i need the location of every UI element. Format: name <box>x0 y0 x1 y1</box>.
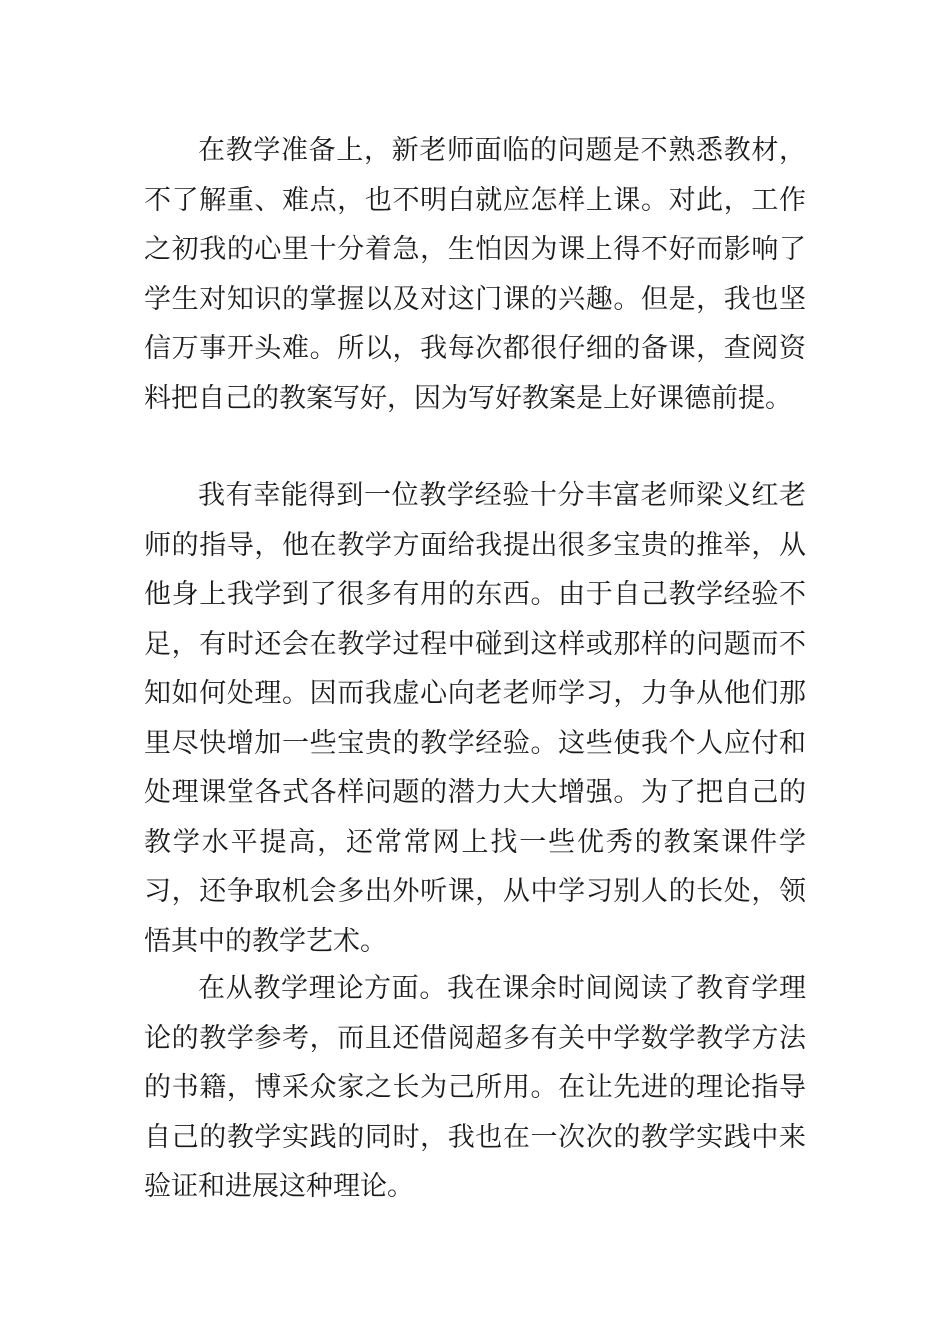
paragraph-teaching-theory: 在从教学理论方面。我在课余时间阅读了教育学理论的教学参考，而且还借阅超多有关中学数学教学方法的书籍，博采众家之长为己所用。在让先进的理论指导自己的教学实践的同时，我也在一次次的教学实践中来验证和进展这种理论。 <box>144 973 806 1202</box>
paragraph-mentor-guidance: 我有幸能得到一位教学经验十分丰富老师梁义红老师的指导，他在教学方面给我提出很多宝贵的推举，从他身上我学到了很多有用的东西。由于自己教学经验不足，有时还会在教学过程中碰到这样或那样的问题而不知如何处理。因而我虚心向老老师学习，力争从他们那里尽快增加一些宝贵的教学经验。这些使我个人应付和处理课堂各式各样问题的潜力大大增强。为了把自己的教学水平提高，还常常网上找一些优秀的教案课件学习，还争取机会多出外听课，从中学习别人的长处，领悟其中的教学艺术。 <box>144 480 806 957</box>
paragraph-teaching-preparation: 在教学准备上，新老师面临的问题是不熟悉教材，不了解重、难点，也不明白就应怎样上课。对此，工作之初我的心里十分着急，生怕因为课上得不好而影响了学生对知识的掌握以及对这门课的兴趣。但是，我也坚信万事开头难。所以，我每次都很仔细的备课，查阅资料把自己的教案写好，因为写好教案是上好课德前提。 <box>144 135 806 414</box>
